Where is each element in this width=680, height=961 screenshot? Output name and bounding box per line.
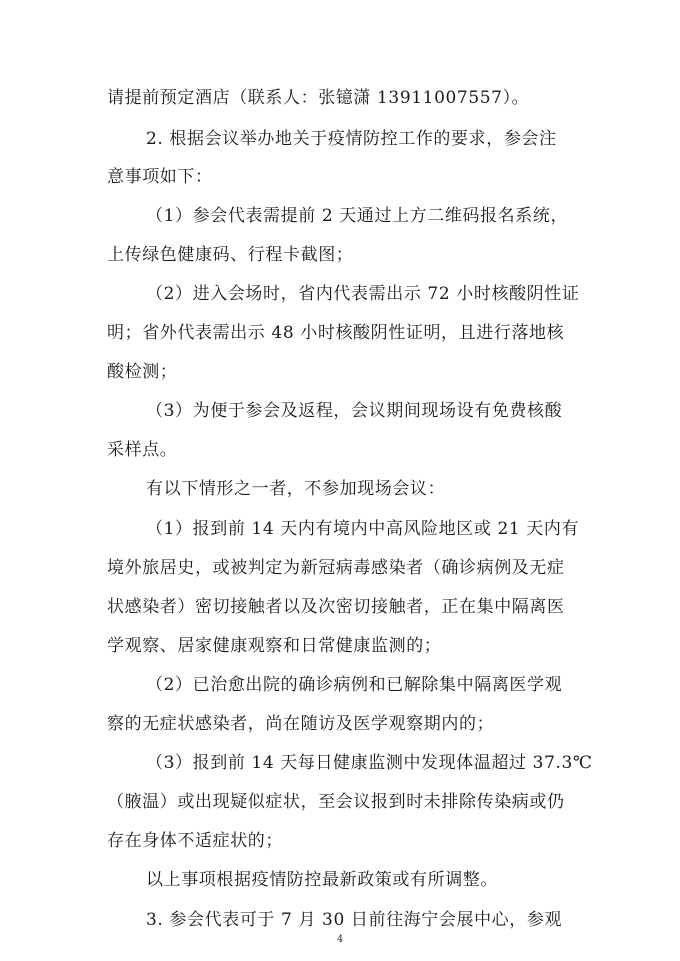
text-line: （2）进入会场时，省内代表需出示 72 小时核酸阴性证 [146, 284, 580, 304]
text-line: （腋温）或出现疑似症状，至会议报到时未排除传染病或仍 [107, 792, 565, 812]
page-number: 4 [336, 934, 344, 945]
text-line: 3. 参会代表可于 7 月 30 日前往海宁会展中心，参观 [146, 910, 563, 930]
text-line: （1）参会代表需提前 2 天通过上方二维码报名系统， [146, 206, 569, 226]
text-line: 学观察、居家健康观察和日常健康监测的； [107, 636, 442, 656]
text-line: 以上事项根据疫情防控最新政策或有所调整。 [146, 870, 498, 890]
text-line: （1）报到前 14 天内有境内中高风险地区或 21 天内有 [146, 519, 580, 539]
text-line: 酸检测； [107, 362, 178, 382]
text-line: 境外旅居史，或被判定为新冠病毒感染者（确诊病例及无症 [107, 558, 565, 578]
text-line: 上传绿色健康码、行程卡截图； [107, 245, 354, 265]
text-line: 察的无症状感染者，尚在随访及医学观察期内的； [107, 714, 495, 734]
text-line: （3）为便于参会及返程，会议期间现场设有免费核酸 [146, 401, 563, 421]
text-line: （2）已治愈出院的确诊病例和已解除集中隔离医学观 [146, 675, 563, 695]
text-line: 状感染者）密切接触者以及次密切接触者，正在集中隔离医 [107, 597, 565, 617]
text-line: （3）报到前 14 天每日健康监测中发现体温超过 37.3℃ [146, 753, 593, 773]
text-line: 明；省外代表需出示 48 小时核酸阴性证明，且进行落地核 [107, 323, 565, 343]
text-line: 存在身体不适症状的； [107, 831, 283, 851]
text-line: 2. 根据会议举办地关于疫情防控工作的要求，参会注 [146, 129, 557, 149]
text-line: 意事项如下： [107, 167, 213, 187]
text-line: 请提前预定酒店（联系人：张镱潇 13911007557）。 [107, 88, 530, 108]
text-line: 采样点。 [107, 440, 178, 460]
text-line: 有以下情形之一者，不参加现场会议： [146, 479, 446, 499]
